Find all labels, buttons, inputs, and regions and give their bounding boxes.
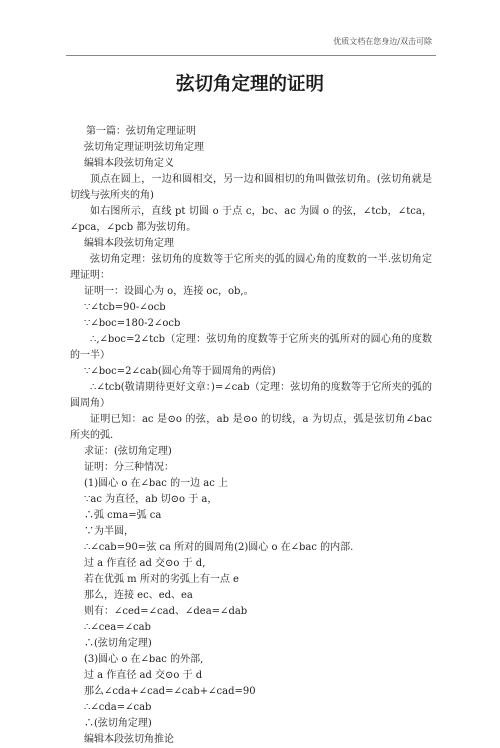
text-line: ∵∠boc=2∠cab(圆心角等于圆周角的两倍) [84,366,276,377]
text-line: 那么，连接 ec、ed、ea [84,590,193,601]
text-line: 若在优弧 m 所对的劣弧上有一点 e [84,574,239,585]
paragraph: 顶点在圆上，一边和圆相交，另一边和圆相切的角叫做弦切角。(弦切角就是切线与弦所夹的角) [70,174,432,201]
text-line: ∴∠cea=∠cab [84,622,151,633]
text-line: 证明一：设圆心为 o，连接 oc，ob,。 [84,286,254,297]
text-line: 求证：(弦切角定理) [84,446,172,457]
paragraph: 弦切角定理：弦切角的度数等于它所夹的弧的圆心角的度数的一半.弦切角定理证明： [70,254,432,281]
header-divider [66,55,436,56]
paragraph: ∴,∠boc=2∠tcb（定理：弦切角的度数等于它所夹的弧所对的圆心角的度数的一半） [70,334,432,361]
text-line: 证明：分三种情况： [84,462,174,473]
text-line: 过 a 作直径 ad 交⊙o 于 d [84,670,203,681]
text-line: (3)圆心 o 在∠bac 的外部, [84,654,204,665]
text-line: 那么∠cda+∠cad=∠cab+∠cad=90 [84,686,256,697]
text-line: (1)圆心 o 在∠bac 的一边 ac 上 [84,478,228,489]
section-heading: 编辑本段弦切角定义 [84,158,174,169]
text-line: ∴∠cab=90=弦 ca 所对的圆周角(2)圆心 o 在∠bac 的内部. [84,542,354,553]
text-line: ∵为半圆， [84,526,134,537]
paragraph: 如右图所示，直线 pt 切圆 o 于点 c，bc、ac 为圆 o 的弦，∠tcb，∠tca，∠pca，∠pcb 都为弦切角。 [70,206,432,233]
document-body [70,124,432,748]
text-line: ∵∠boc=180-2∠ocb [84,318,181,329]
text-line: ∵∠tcb=90-∠ocb [84,302,166,313]
section-heading: 编辑本段弦切角推论 [84,734,174,745]
paragraph: 证明已知：ac 是⊙o 的弦，ab 是⊙o 的切线，a 为切点，弧是弦切角∠bac 所夹的弧. [70,414,432,441]
text-line: ∴(弦切角定理) [84,638,152,649]
text-line: 弦切角定理证明弦切角定理 [84,142,204,153]
text-line: ∵ac 为直径，ab 切⊙o 于 a， [84,494,218,505]
document-title: 弦切角定理的证明 [175,74,324,95]
header-note: 优质文档在您身边/双击可除 [333,37,432,46]
text-line: 过 a 作直径 ad 交⊙o 于 d, [84,558,206,569]
text-line: ∴∠cda=∠cab [84,702,152,713]
text-line: 第一篇：弦切角定理证明 [86,126,196,137]
paragraph: ∴∠tcb(敬请期待更好文章：)=∠cab（定理：弦切角的度数等于它所夹的弧的圆周角） [70,382,432,409]
text-line: ∴(弦切角定理) [84,718,152,729]
section-heading: 编辑本段弦切角定理 [84,238,174,249]
text-line: ∴弧 cma=弧 ca [84,510,162,521]
text-line: 则有：∠ced=∠cad、∠dea=∠dab [84,606,248,617]
